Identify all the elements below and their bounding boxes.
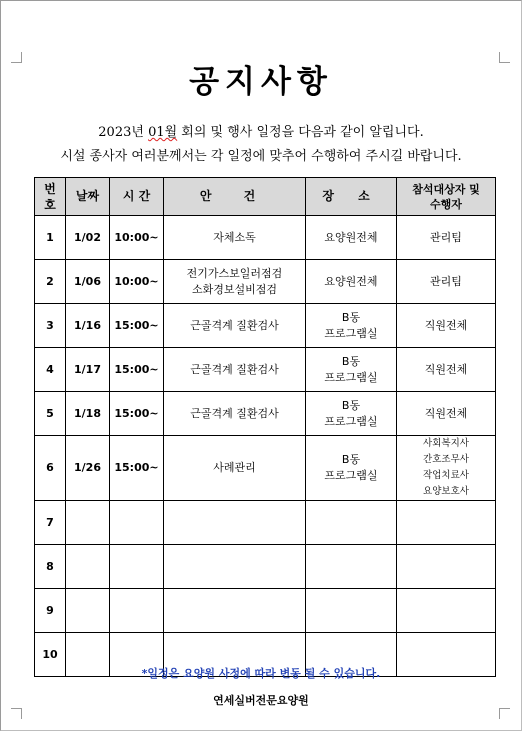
table-row (35, 216, 496, 260)
row-number: 4 (46, 362, 54, 376)
header-place: 장 소 (306, 178, 397, 216)
margin-mark-bottom-left (11, 708, 22, 719)
organization-name: 연세실버전문요양원 (213, 694, 309, 707)
row-place: 요양원전체 (324, 230, 378, 244)
cell-place (306, 589, 397, 633)
row-number: 6 (46, 461, 54, 474)
row-date: 1/18 (74, 406, 101, 420)
row-number: 10 (42, 647, 58, 661)
row-date: 1/17 (74, 362, 101, 376)
cell-no (35, 216, 66, 260)
row-number: 9 (46, 603, 54, 617)
table-row (35, 545, 496, 589)
cell-date (66, 545, 110, 589)
row-time: 10:00~ (114, 230, 159, 244)
table-row (35, 348, 496, 392)
row-number: 1 (46, 230, 54, 244)
cell-agenda (164, 501, 306, 545)
row-attendee: 관리팀 (430, 274, 462, 288)
row-date: 1/16 (74, 318, 101, 332)
row-date: 1/06 (74, 274, 101, 288)
cell-time (110, 260, 164, 304)
row-time: 10:00~ (114, 274, 159, 288)
schedule-change-note: *일정은 요양원 사정에 따라 변동 될 수 있습니다. (141, 667, 381, 680)
row-agenda: 자체소독 (213, 230, 256, 244)
cell-agenda (164, 348, 306, 392)
row-number: 8 (46, 559, 54, 573)
row-place-line2: 프로그램실 (324, 370, 378, 384)
row-place: B동 (341, 354, 361, 368)
cell-time (110, 436, 164, 501)
cell-agenda (164, 436, 306, 501)
cell-date (66, 436, 110, 501)
cell-time (110, 216, 164, 260)
cell-place (306, 436, 397, 501)
cell-place (306, 501, 397, 545)
row-attendee: 간호조무사 (423, 454, 469, 465)
row-time: 15:00~ (114, 461, 159, 474)
cell-no (35, 545, 66, 589)
document-title: 공지사항 (189, 64, 333, 100)
intro-line-2: 시설 종사자 여러분께서는 각 일정에 맞추어 수행하여 주시길 바랍니다. (60, 149, 462, 164)
row-attendee: 직원전체 (424, 362, 468, 376)
row-attendee: 직원전체 (424, 406, 468, 420)
row-time: 15:00~ (114, 406, 159, 420)
row-agenda: 근골격계 질환검사 (190, 362, 279, 376)
row-agenda: 근골격계 질환검사 (190, 318, 279, 332)
cell-place (306, 545, 397, 589)
cell-place (306, 216, 397, 260)
row-agenda: 근골격계 질환검사 (190, 406, 279, 420)
intro-month: 01월 (148, 125, 178, 140)
cell-time (110, 348, 164, 392)
header-agenda: 안 건 (164, 178, 306, 216)
header-time: 시 간 (110, 178, 164, 216)
table-row (35, 436, 496, 501)
row-attendee: 작업치료사 (423, 470, 469, 481)
row-attendee: 직원전체 (424, 318, 468, 332)
cell-place (306, 304, 397, 348)
cell-attendees (397, 216, 496, 260)
row-attendee: 요양보호사 (423, 486, 469, 497)
row-date: 1/02 (74, 230, 101, 244)
row-place: B동 (341, 310, 361, 324)
row-time: 15:00~ (114, 318, 159, 332)
row-agenda: 전기가스보일러점검 (186, 266, 283, 280)
header-attendees-line1: 참석대상자 및 (412, 182, 480, 196)
cell-time (110, 545, 164, 589)
cell-place (306, 260, 397, 304)
cell-date (66, 304, 110, 348)
cell-date (66, 348, 110, 392)
row-number: 3 (46, 318, 54, 332)
row-place-line2: 프로그램실 (324, 414, 378, 428)
intro-rest: 회의 및 행사 일정을 다음과 같이 알립니다. (177, 125, 424, 140)
table-row (35, 260, 496, 304)
intro-year: 2023년 (98, 125, 149, 140)
intro-line-1 (0, 121, 522, 140)
row-agenda-line2: 소화경보설비점검 (191, 282, 277, 296)
table-row (35, 501, 496, 545)
cell-attendees (397, 348, 496, 392)
table-header-row (35, 178, 496, 216)
cell-no (35, 348, 66, 392)
cell-date (66, 392, 110, 436)
cell-attendees (397, 501, 496, 545)
header-attendees-line2: 수행자 (430, 197, 462, 211)
cell-no (35, 392, 66, 436)
table-row (35, 392, 496, 436)
cell-date (66, 501, 110, 545)
cell-attendees (397, 436, 496, 501)
cell-no (35, 589, 66, 633)
row-time: 15:00~ (114, 362, 159, 376)
cell-agenda (164, 589, 306, 633)
row-place: B동 (341, 398, 361, 412)
table-row (35, 304, 496, 348)
cell-agenda (164, 216, 306, 260)
cell-attendees (397, 392, 496, 436)
cell-attendees (397, 260, 496, 304)
schedule-table (34, 177, 496, 677)
cell-attendees (397, 589, 496, 633)
margin-mark-bottom-right (499, 708, 510, 719)
cell-time (110, 392, 164, 436)
row-attendee: 관리팀 (430, 230, 462, 244)
cell-no (35, 436, 66, 501)
cell-time (110, 589, 164, 633)
cell-attendees (397, 304, 496, 348)
cell-agenda (164, 260, 306, 304)
cell-no (35, 501, 66, 545)
cell-attendees (397, 545, 496, 589)
header-no: 번호 (35, 178, 66, 216)
row-attendee: 사회복지사 (423, 438, 469, 449)
cell-date (66, 260, 110, 304)
row-number: 7 (46, 515, 54, 529)
row-agenda: 사례관리 (213, 461, 256, 474)
cell-time (110, 304, 164, 348)
cell-date (66, 589, 110, 633)
cell-agenda (164, 304, 306, 348)
row-place-line2: 프로그램실 (324, 469, 378, 482)
header-date: 날짜 (66, 178, 110, 216)
cell-place (306, 392, 397, 436)
row-number: 5 (46, 406, 54, 420)
cell-agenda (164, 545, 306, 589)
cell-no (35, 304, 66, 348)
cell-place (306, 348, 397, 392)
cell-time (110, 501, 164, 545)
header-attendees (397, 178, 496, 216)
cell-agenda (164, 392, 306, 436)
row-place-line2: 프로그램실 (324, 326, 378, 340)
cell-no (35, 260, 66, 304)
row-date: 1/26 (74, 461, 101, 474)
row-place: 요양원전체 (324, 274, 378, 288)
row-number: 2 (46, 274, 54, 288)
cell-date (66, 216, 110, 260)
table-row (35, 589, 496, 633)
row-place: B동 (341, 453, 361, 466)
